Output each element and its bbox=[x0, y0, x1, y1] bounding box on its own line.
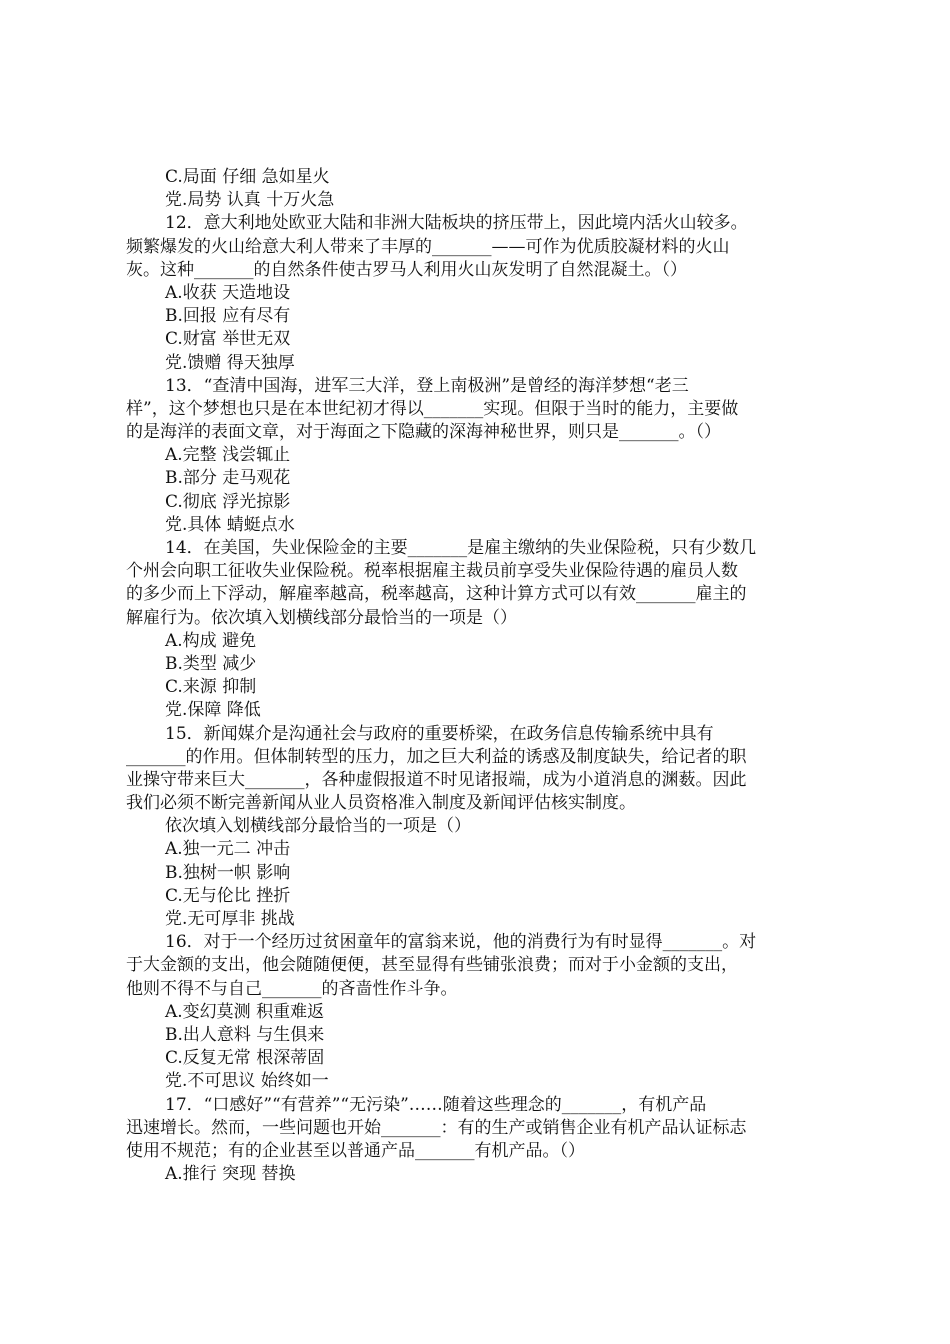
option-line: A.构成 避免 bbox=[165, 630, 257, 651]
question-text-line: 解雇行为。依次填入划横线部分最恰当的一项是（） bbox=[126, 607, 517, 628]
option-line: 党.无可厚非 挑战 bbox=[165, 909, 295, 929]
option-line: A.变幻莫测 积重难返 bbox=[165, 1001, 325, 1022]
option-line: A.独一元二 冲击 bbox=[165, 839, 291, 860]
option-line: C.彻底 浮光掠影 bbox=[165, 491, 291, 512]
option-line: B.回报 应有尽有 bbox=[165, 306, 291, 327]
option-line: C.来源 抑制 bbox=[165, 677, 257, 698]
option-line: B.类型 减少 bbox=[165, 653, 257, 674]
question-text-line: 于大金额的支出，他会随随便便，甚至显得有些铺张浪费；而对于小金额的支出， bbox=[126, 955, 738, 976]
question-text-line: 我们必须不断完善新闻从业人员资格准入制度及新闻评估核实制度。 bbox=[126, 793, 636, 814]
option-line: 党.局势 认真 十万火急 bbox=[165, 190, 335, 211]
question-text-line: 的多少而上下浮动，解雇率越高，税率越高，这种计算方式可以有效_______雇主的 bbox=[126, 584, 747, 605]
option-line: C.财富 举世无双 bbox=[165, 329, 291, 350]
option-line: A.收获 天造地设 bbox=[165, 282, 291, 303]
question-13-stem: 13．“查清中国海，进军三大洋，登上南极洲”是曾经的海洋梦想“老三 bbox=[165, 375, 689, 396]
document-body bbox=[0, 166, 950, 1186]
question-text-line: _______的作用。但体制转型的压力，加之巨大利益的诱惑及制度缺失，给记者的职 bbox=[126, 746, 747, 767]
question-instruction: 依次填入划横线部分最恰当的一项是（） bbox=[165, 816, 471, 837]
question-text-line: 个州会向职工征收失业保险税。税率根据雇主裁员前享受失业保险待遇的雇员人数 bbox=[126, 561, 738, 582]
option-line: A.推行 突现 替换 bbox=[165, 1164, 296, 1185]
option-line: 党.馈赠 得天独厚 bbox=[165, 352, 295, 373]
option-line: 党.保障 降低 bbox=[165, 700, 261, 721]
question-text-line: 灰。这种_______的自然条件使古罗马人利用火山灰发明了自然混凝土。（） bbox=[126, 259, 687, 280]
question-text-line: 样”，这个梦想也只是在本世纪初才得以_______实现。但限于当时的能力，主要做 bbox=[126, 398, 739, 419]
question-text-line: 业操守带来巨大_______，各种虚假报道不时见诸报端，成为小道消息的渊薮。因此 bbox=[126, 769, 747, 790]
question-text-line: 迅速增长。然而，一些问题也开始_______：有的生产或销售企业有机产品认证标志 bbox=[126, 1117, 747, 1138]
option-line: A.完整 浅尝辄止 bbox=[165, 445, 291, 466]
question-text-line: 使用不规范；有的企业甚至以普通产品_______有机产品。（） bbox=[126, 1140, 585, 1161]
option-line: C.无与伦比 挫折 bbox=[165, 885, 291, 906]
question-text-line: 他则不得不与自己_______的吝啬性作斗争。 bbox=[126, 978, 458, 999]
question-text-line: 频繁爆发的火山给意大利人带来了丰厚的_______——可作为优质胶凝材料的火山 bbox=[126, 236, 730, 257]
question-text-line: 的是海洋的表面文章，对于海面之下隐藏的深海神秘世界，则只是_______。（） bbox=[126, 422, 721, 443]
question-12-stem: 12．意大利地处欧亚大陆和非洲大陆板块的挤压带上，因此境内活火山较多。 bbox=[165, 213, 748, 234]
option-line: C.反复无常 根深蒂固 bbox=[165, 1048, 325, 1069]
option-line: C.局面 仔细 急如星火 bbox=[165, 167, 330, 187]
option-line: 党.具体 蜻蜓点水 bbox=[165, 514, 295, 535]
question-17-stem: 17．“口感好”“有营养”“无污染”……随着这些理念的_______，有机产品 bbox=[165, 1094, 707, 1115]
option-line: B.独树一帜 影响 bbox=[165, 862, 291, 883]
option-line: B.出人意料 与生俱来 bbox=[165, 1024, 325, 1045]
option-line: 党.不可思议 始终如一 bbox=[165, 1071, 329, 1092]
option-line: B.部分 走马观花 bbox=[165, 468, 291, 489]
question-15-stem: 15．新闻媒介是沟通社会与政府的重要桥梁，在政务信息传输系统中具有 bbox=[165, 723, 714, 744]
question-16-stem: 16．对于一个经历过贫困童年的富翁来说，他的消费行为有时显得_______。对 bbox=[165, 932, 757, 953]
question-14-stem: 14．在美国，失业保险金的主要_______是雇主缴纳的失业保险税，只有少数几 bbox=[165, 538, 757, 558]
